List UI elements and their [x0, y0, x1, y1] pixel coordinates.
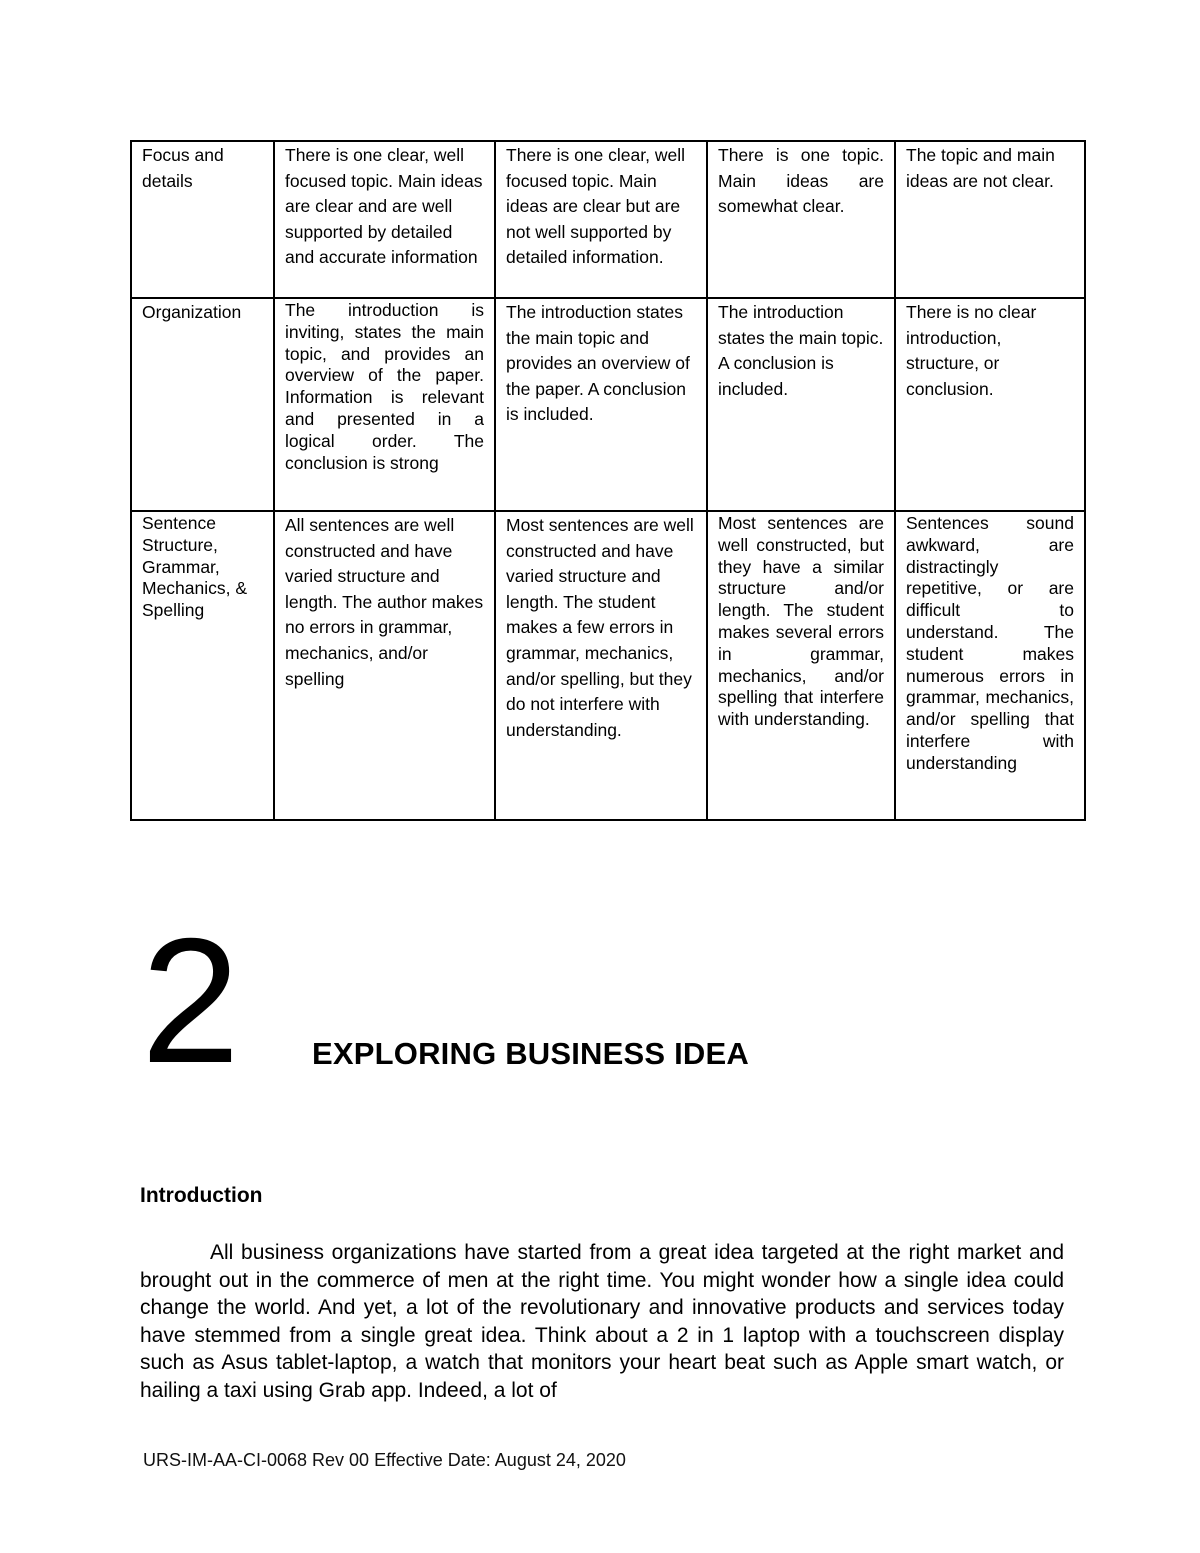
rubric-cell: There is no clear introduction, structure, or conclusion.	[895, 298, 1085, 511]
rubric-cell: Most sentences are well constructed and have varied structure and length. The student makes a few errors in grammar, mechanics, and/or spelling, but they do not interfere with understanding.	[495, 511, 707, 820]
rubric-cell: The introduction states the main topic. A conclusion is included.	[707, 298, 895, 511]
rubric-cell: There is one clear, well focused topic. Main ideas are clear but are not well supported by detailed information.	[495, 141, 707, 298]
rubric-cell: Sentences sound awkward, are distractingly repetitive, or are difficult to understand. The student makes numerous errors in grammar, mechanics, and/or spelling that interfere with understanding	[895, 511, 1085, 820]
table-row	[131, 298, 1085, 511]
document-footer: URS-IM-AA-CI-0068 Rev 00 Effective Date: August 24, 2020	[143, 1450, 626, 1470]
criterion-cell: Focus and details	[131, 141, 274, 298]
chapter-title: EXPLORING BUSINESS IDEA	[312, 1036, 749, 1071]
rubric-cell: The introduction states the main topic and provides an overview of the paper. A conclusion is included.	[495, 298, 707, 511]
intro-paragraph: All business organizations have started from a great idea targeted at the right market and brought out in the commerce of men at the right time. You might wonder how a single idea could change the world. And yet, a lot of the revolutionary and innovative products and services today have stemmed from a single great idea. Think about a 2 in 1 laptop with a touchscreen display such as Asus tablet-laptop, a watch that monitors your heart beat such as Apple smart watch, or hailing a taxi using Grab app. Indeed, a lot of	[140, 1241, 1064, 1402]
criterion-cell: Organization	[131, 298, 274, 511]
rubric-cell: All sentences are well constructed and have varied structure and length. The author makes no errors in grammar, mechanics, and/or spelling	[274, 511, 495, 820]
section-heading: Introduction	[140, 1184, 263, 1207]
rubric-cell: There is one clear, well focused topic. Main ideas are clear and are well supported by detailed and accurate information	[274, 141, 495, 298]
rubric-cell: Most sentences are well constructed, but they have a similar structure and/or length. The student makes several errors in grammar, mechanics, and/or spelling that interfere with understanding.	[707, 511, 895, 820]
chapter-number: 2	[141, 901, 240, 1100]
rubric-cell: The topic and main ideas are not clear.	[895, 141, 1085, 298]
rubric-cell: The introduction is inviting, states the main topic, and provides an overview of the paper. Information is relevant and presented in a logical order. The conclusion is strong	[274, 298, 495, 511]
table-row	[131, 511, 1085, 820]
table-row	[131, 141, 1085, 298]
rubric-table	[130, 140, 1086, 821]
rubric-cell: There is one topic. Main ideas are somewhat clear.	[707, 141, 895, 298]
criterion-cell: Sentence Structure, Grammar, Mechanics, & Spelling	[131, 511, 274, 820]
